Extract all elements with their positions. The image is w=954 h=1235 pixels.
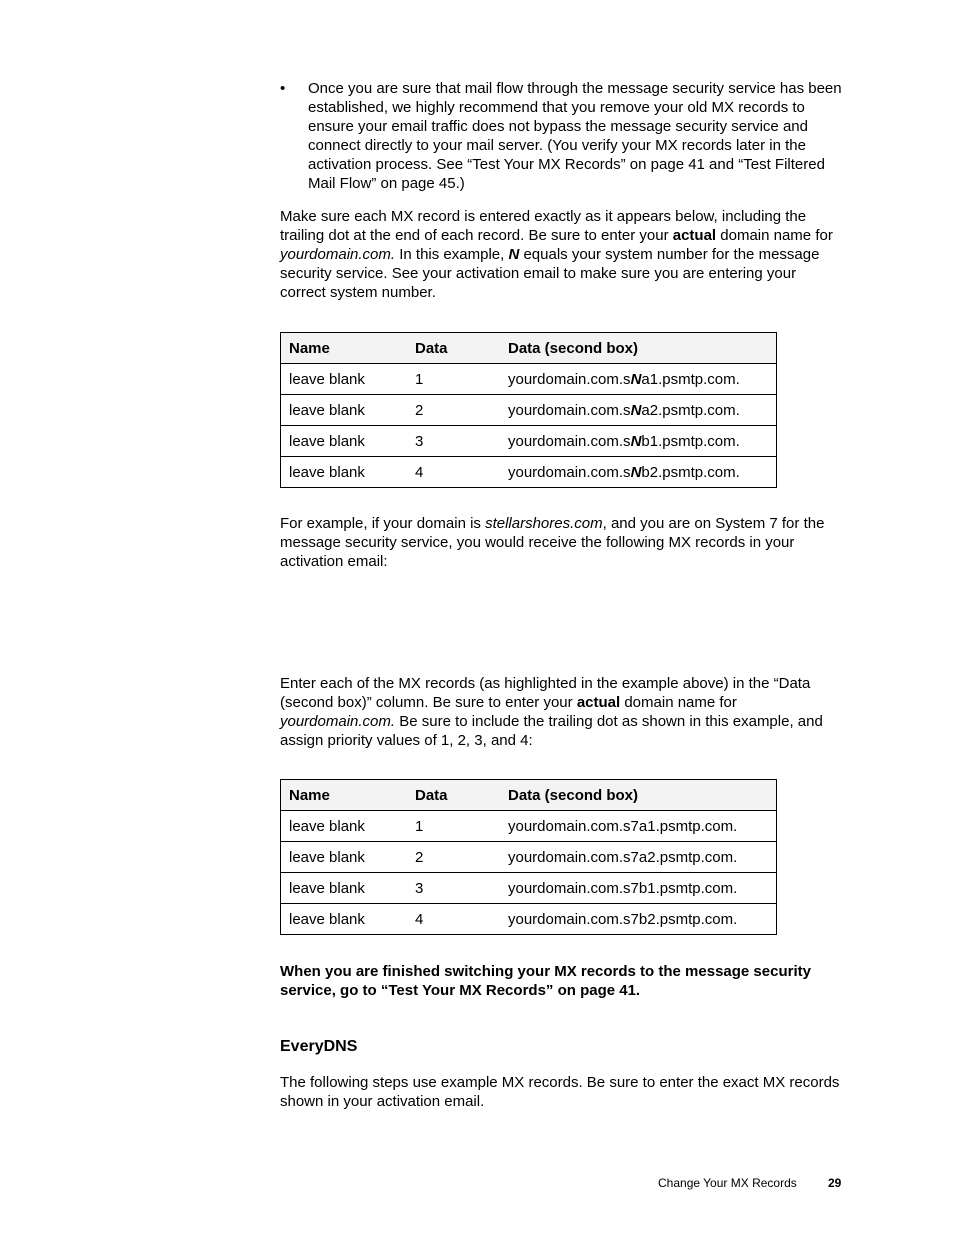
mx-template-table [280, 332, 777, 488]
cell-name: leave blank [281, 364, 408, 395]
bullet-text: Once you are sure that mail flow through the message security service has been established, we highly recommend that you remove your old MX records to ensure your email traffic does not bypass the message security service and connect directly to your mail server. (You verify your MX records later in the activation process. See “Test Your MX Records” on page 41 and “Test Filtered Mail Flow” on page 45.) [308, 80, 842, 192]
everydns-intro-paragraph: The following steps use example MX records. Be sure to enter the exact MX records shown in your activation email. [280, 1074, 840, 1110]
table-row [281, 364, 777, 395]
column-header-data: Data [407, 333, 500, 364]
column-header-name: Name [281, 333, 408, 364]
table-row [281, 811, 777, 842]
mx-instructions-paragraph: Make sure each MX record is entered exactly as it appears below, including the trailing dot at the end of each record. Be sure to enter your actual domain name for yourdomain.com. In this example, N equals your system number for the message security service. See your activation email to make sure you are entering your correct system number. [280, 208, 833, 301]
bullet-dot: • [280, 80, 286, 97]
cell-name: leave blank [281, 842, 408, 873]
cell-record: yourdomain.com.s7a2.psmtp.com. [500, 842, 777, 873]
footer-title: Change Your MX Records [658, 1176, 797, 1190]
cell-data: 3 [407, 873, 500, 904]
cell-record: yourdomain.com.s7b2.psmtp.com. [500, 904, 777, 935]
example-paragraph: For example, if your domain is stellarshores.com, and you are on System 7 for the message security service, you would receive the following MX records in your activation email: [280, 515, 825, 570]
table-header-row [281, 780, 777, 811]
cell-data: 2 [407, 842, 500, 873]
section-heading: EveryDNS [280, 1038, 358, 1055]
cell-name: leave blank [281, 426, 408, 457]
cell-data: 2 [407, 395, 500, 426]
cell-name: leave blank [281, 811, 408, 842]
cell-record: yourdomain.com.sNa1.psmtp.com. [500, 364, 777, 395]
cell-record: yourdomain.com.s7b1.psmtp.com. [500, 873, 777, 904]
cell-data: 3 [407, 426, 500, 457]
table-row [281, 426, 777, 457]
table-row [281, 904, 777, 935]
enter-records-paragraph: Enter each of the MX records (as highlighted in the example above) in the “Data (second box)” column. Be sure to enter your actual domain name for yourdomain.com. Be sure to include the trailing dot as shown in this example, and assign priority values of 1, 2, 3, and 4: [280, 675, 823, 749]
page-number: 29 [828, 1176, 842, 1190]
column-header-data-second-box: Data (second box) [500, 780, 777, 811]
table-row [281, 873, 777, 904]
table-header-row [281, 333, 777, 364]
column-header-data-second-box: Data (second box) [500, 333, 777, 364]
cell-record: yourdomain.com.sNb2.psmtp.com. [500, 457, 777, 488]
mx-example-table [280, 779, 777, 935]
cell-record: yourdomain.com.sNb1.psmtp.com. [500, 426, 777, 457]
column-header-name: Name [281, 780, 408, 811]
cell-data: 1 [407, 811, 500, 842]
cell-name: leave blank [281, 395, 408, 426]
cell-name: leave blank [281, 873, 408, 904]
column-header-data: Data [407, 780, 500, 811]
cell-data: 1 [407, 364, 500, 395]
finished-note: When you are finished switching your MX records to the message security service, go to “Test Your MX Records” on page 41. [280, 963, 811, 999]
cell-name: leave blank [281, 904, 408, 935]
table-row [281, 457, 777, 488]
cell-record: yourdomain.com.sNa2.psmtp.com. [500, 395, 777, 426]
table-row [281, 842, 777, 873]
cell-data: 4 [407, 904, 500, 935]
cell-record: yourdomain.com.s7a1.psmtp.com. [500, 811, 777, 842]
cell-data: 4 [407, 457, 500, 488]
cell-name: leave blank [281, 457, 408, 488]
table-row [281, 395, 777, 426]
